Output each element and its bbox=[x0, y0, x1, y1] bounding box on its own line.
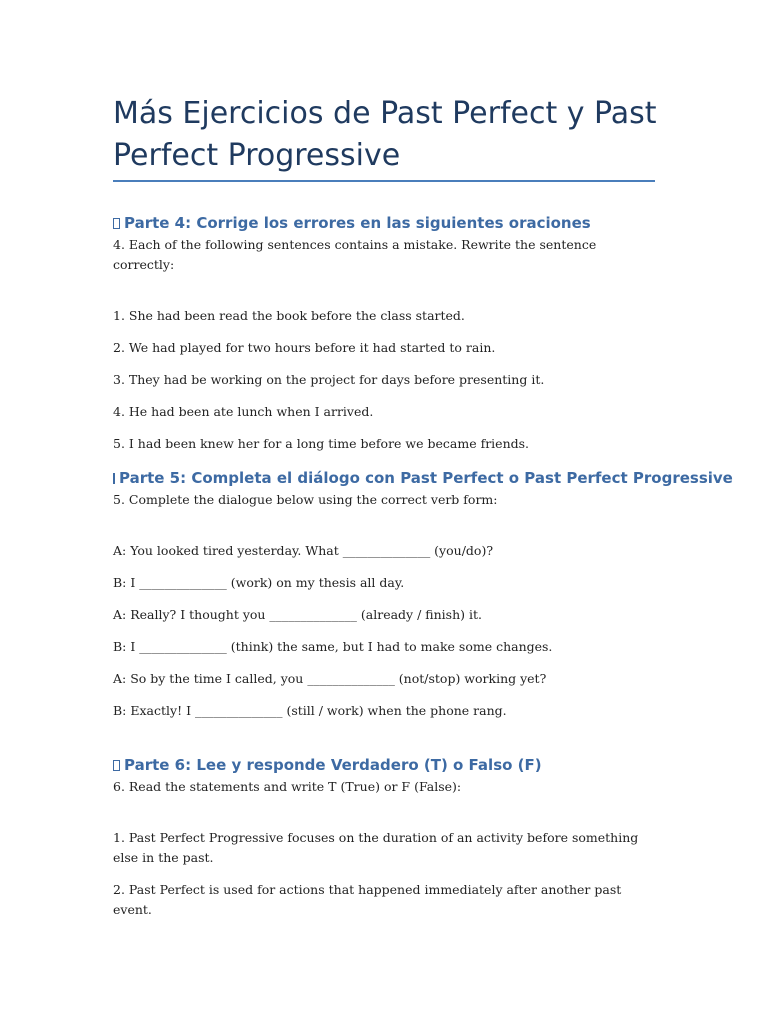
list-item: A: Really? I thought you ______________ (already / finish) it. bbox=[113, 607, 482, 622]
section-instruction: 6. Read the statements and write T (True) or F (False): bbox=[113, 779, 462, 794]
dialogue-list bbox=[113, 541, 658, 721]
section-heading bbox=[113, 212, 658, 234]
list-item: 2. We had played for two hours before it had started to rain. bbox=[113, 340, 496, 355]
list-item: A: So by the time I called, you ______________ (not/stop) working yet? bbox=[113, 671, 547, 686]
section-heading-text: Parte 5: Completa el diálogo con Past Perfect o Past Perfect Progressive bbox=[119, 469, 733, 487]
list-item: B: I ______________ (think) the same, but I had to make some changes. bbox=[113, 639, 553, 654]
missing-glyph-icon bbox=[113, 218, 120, 229]
section-part-6 bbox=[113, 754, 658, 932]
list-item: 2. Past Perfect is used for actions that happened immediately after another past event. bbox=[113, 882, 622, 917]
list-item: B: I ______________ (work) on my thesis all day. bbox=[113, 575, 405, 590]
section-part-5 bbox=[113, 467, 733, 733]
list-item: 4. He had been ate lunch when I arrived. bbox=[113, 404, 374, 419]
list-item: 3. They had be working on the project for days before presenting it. bbox=[113, 372, 545, 387]
list-item: B: Exactly! I ______________ (still / work) when the phone rang. bbox=[113, 703, 507, 718]
section-heading bbox=[113, 754, 658, 776]
missing-glyph-icon bbox=[113, 760, 120, 771]
sentence-list bbox=[113, 306, 658, 454]
section-instruction: 5. Complete the dialogue below using the correct verb form: bbox=[113, 492, 498, 507]
statement-list bbox=[113, 828, 658, 920]
section-heading bbox=[113, 467, 733, 489]
list-item: 1. Past Perfect Progressive focuses on the duration of an activity before something else in the past. bbox=[113, 830, 639, 865]
section-instruction: 4. Each of the following sentences contains a mistake. Rewrite the sentence correctly: bbox=[113, 237, 597, 272]
list-item: 1. She had been read the book before the class started. bbox=[113, 308, 465, 323]
missing-glyph-icon bbox=[113, 473, 115, 484]
list-item: A: You looked tired yesterday. What ______________ (you/do)? bbox=[113, 543, 494, 558]
section-heading-text: Parte 4: Corrige los errores en las siguientes oraciones bbox=[124, 214, 591, 232]
section-part-4 bbox=[113, 212, 658, 466]
title-underline bbox=[113, 180, 655, 182]
section-heading-text: Parte 6: Lee y responde Verdadero (T) o Falso (F) bbox=[124, 756, 542, 774]
document-title: Más Ejercicios de Past Perfect y Past Perfect Progressive bbox=[113, 96, 657, 173]
list-item: 5. I had been knew her for a long time before we became friends. bbox=[113, 436, 530, 451]
